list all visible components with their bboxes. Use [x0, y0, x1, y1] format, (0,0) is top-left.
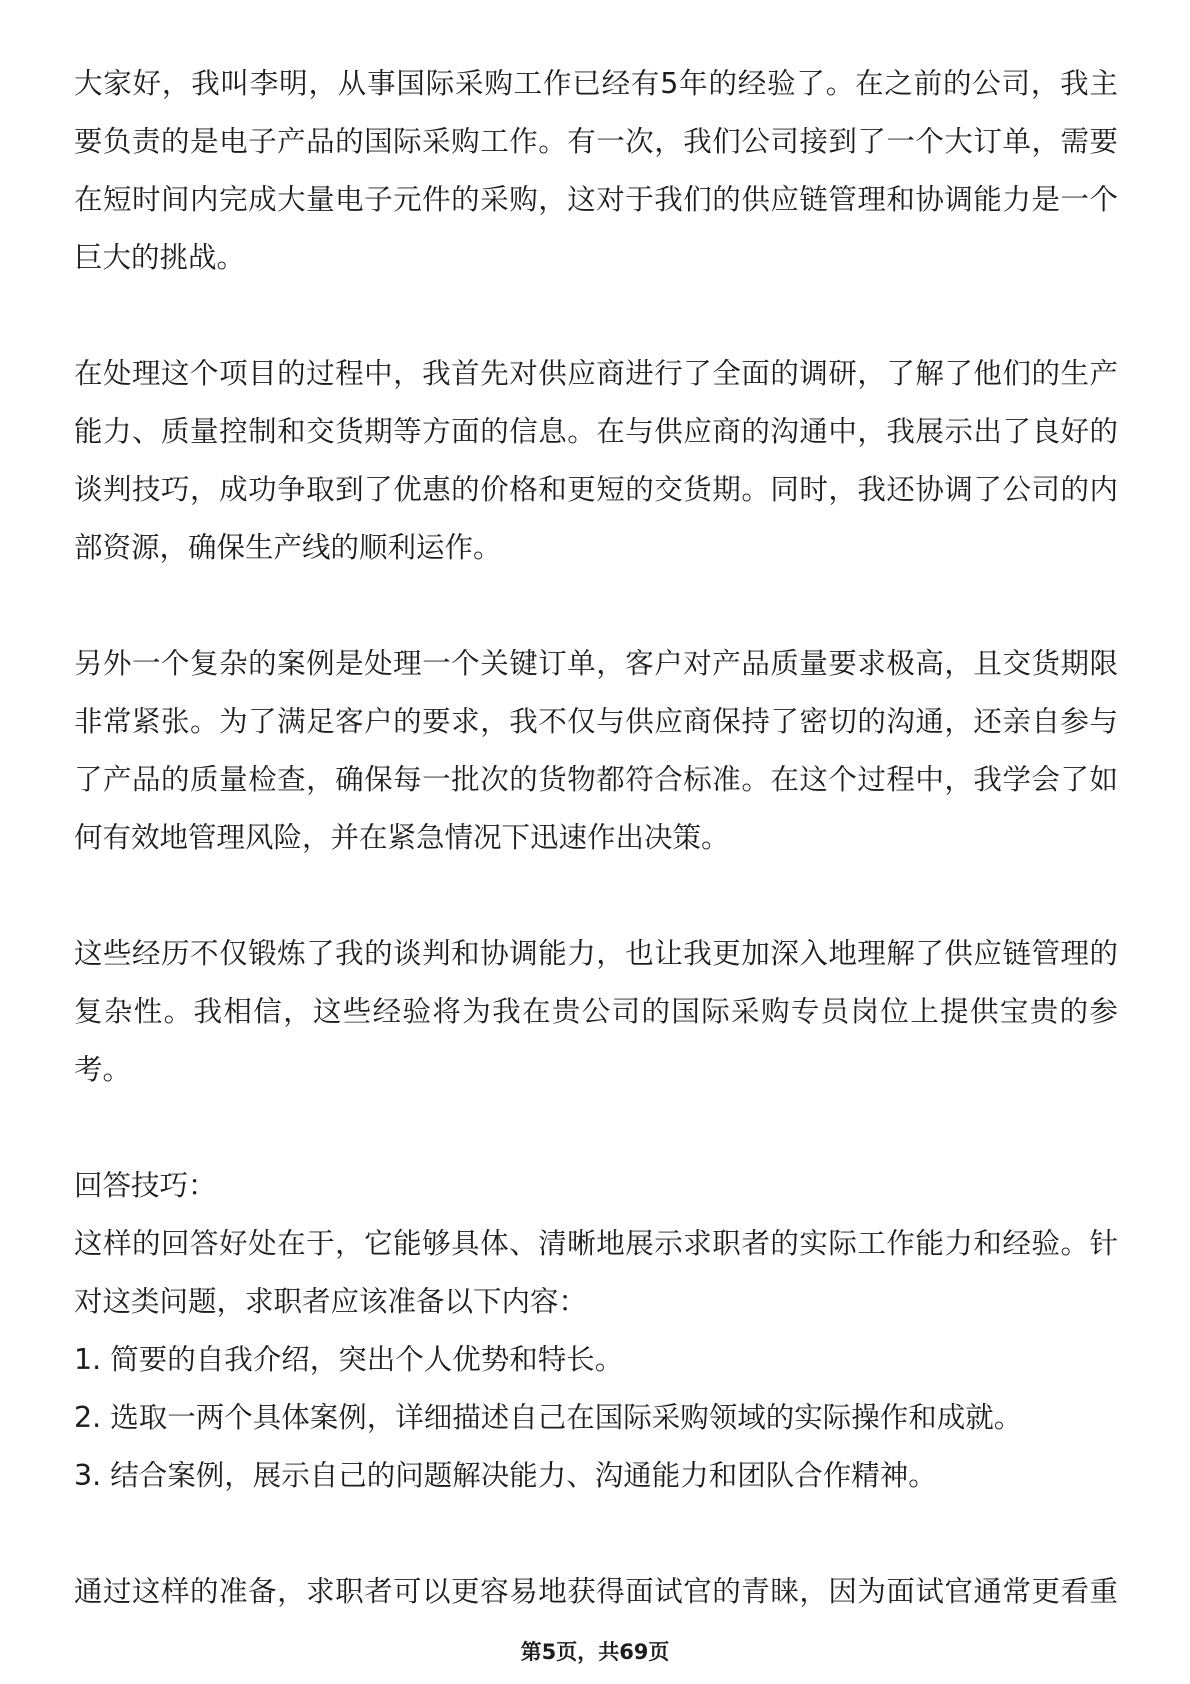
text-line: 巨大的挑战。 — [74, 241, 246, 274]
text-line: 对这类问题，求职者应该准备以下内容： — [74, 1285, 588, 1318]
text-line: 何有效地管理风险，并在紧急情况下迅速作出决策。 — [74, 821, 730, 854]
page-number: 第5页，共69页 — [520, 1640, 670, 1664]
text-line: 这些经历不仅锻炼了我的谈判和协调能力，也让我更加深入地理解了供应链管理的 — [74, 937, 1118, 970]
document-body — [74, 55, 1118, 1621]
text-line: 部资源，确保生产线的顺利运作。 — [74, 531, 502, 564]
section-heading: 回答技巧： — [74, 1169, 217, 1202]
text-line: 要负责的是电子产品的国际采购工作。有一次，我们公司接到了一个大订单，需要 — [74, 125, 1118, 158]
text-line: 另外一个复杂的案例是处理一个关键订单，客户对产品质量要求极高，且交货期限 — [74, 647, 1118, 680]
list-item: 1. 简要的自我介绍，突出个人优势和特长。 — [74, 1343, 624, 1376]
paragraph-complex-case — [74, 635, 1118, 867]
text-line: 大家好，我叫李明，从事国际采购工作已经有5年的经验了。在之前的公司，我主 — [74, 67, 1118, 100]
text-line: 谈判技巧，成功争取到了优惠的价格和更短的交货期。同时，我还协调了公司的内 — [74, 473, 1118, 506]
text-line: 非常紧张。为了满足客户的要求，我不仅与供应商保持了密切的沟通，还亲自参与 — [74, 705, 1118, 738]
paragraph-project-handling — [74, 345, 1118, 577]
paragraph-preparation — [74, 1563, 1118, 1621]
text-line: 在短时间内完成大量电子元件的采购，这对于我们的供应链管理和协调能力是一个 — [74, 183, 1118, 216]
paragraph-answer-tips — [74, 1157, 1118, 1505]
paragraph-experience-intro — [74, 55, 1118, 287]
text-line: 复杂性。我相信，这些经验将为我在贵公司的国际采购专员岗位上提供宝贵的参 — [74, 995, 1118, 1028]
text-line: 在处理这个项目的过程中，我首先对供应商进行了全面的调研，了解了他们的生产 — [74, 357, 1118, 390]
text-line: 了产品的质量检查，确保每一批次的货物都符合标准。在这个过程中，我学会了如 — [74, 763, 1118, 796]
text-line: 这样的回答好处在于，它能够具体、清晰地展示求职者的实际工作能力和经验。针 — [74, 1227, 1118, 1260]
text-line: 考。 — [74, 1053, 132, 1086]
text-line: 通过这样的准备，求职者可以更容易地获得面试官的青睐，因为面试官通常更看重 — [74, 1575, 1118, 1608]
list-item: 2. 选取一两个具体案例，详细描述自己在国际采购领域的实际操作和成就。 — [74, 1401, 1023, 1434]
text-line: 能力、质量控制和交货期等方面的信息。在与供应商的沟通中，我展示出了良好的 — [74, 415, 1118, 448]
list-item: 3. 结合案例，展示自己的问题解决能力、沟通能力和团队合作精神。 — [74, 1459, 937, 1492]
paragraph-conclusion — [74, 925, 1118, 1099]
